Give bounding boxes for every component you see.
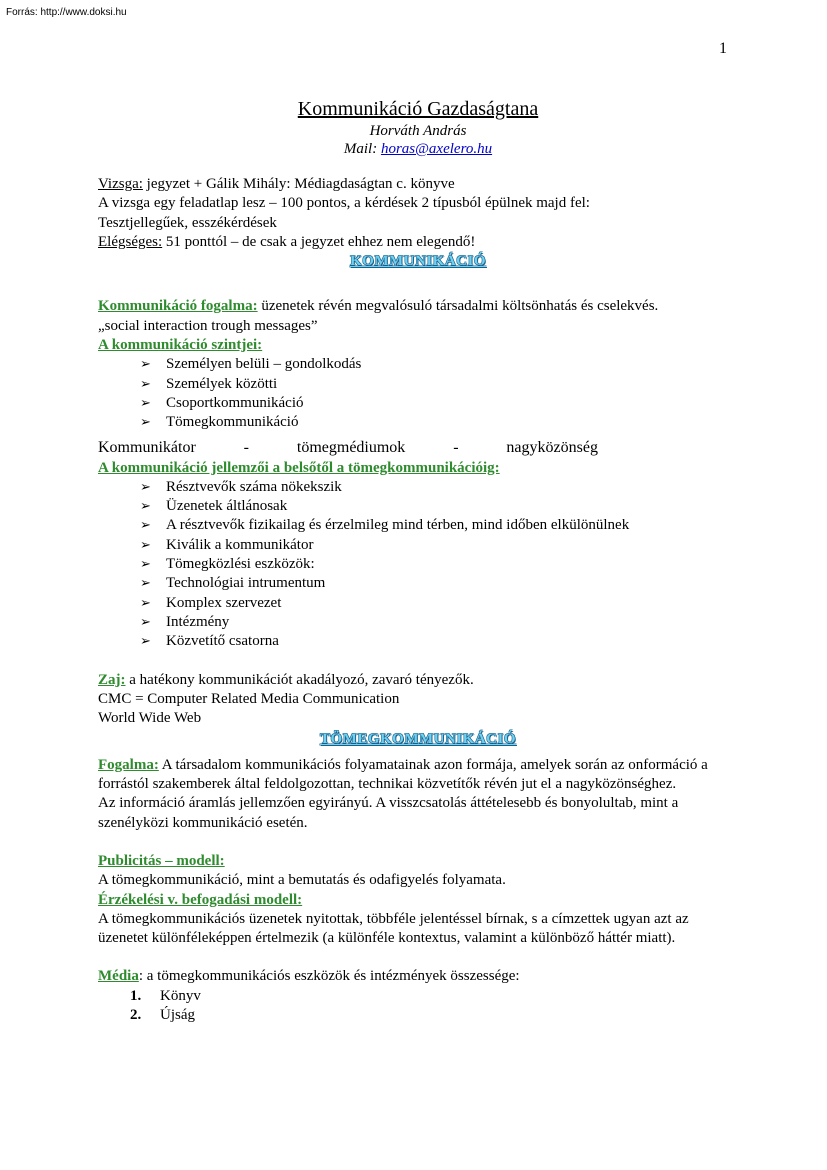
levels-list (98, 355, 738, 432)
pass-line (98, 233, 738, 252)
noise-label: Zaj: (98, 671, 126, 688)
section-heading-tomegkommunikacio: TÖMEGKOMMUNIKÁCIÓ (320, 731, 516, 748)
list-item (140, 375, 738, 394)
triad-dash: - (243, 438, 249, 456)
list-item (140, 478, 738, 497)
list-number: 1. (130, 987, 142, 1004)
concept-text: üzenetek révén megvalósuló társadalmi költsönhatás és cselekvés. (257, 298, 659, 315)
exam-text: jegyzet + Gálik Mihály: Médiagdaságtan c. könyve (142, 176, 455, 192)
list-item-text: Személyek közötti (166, 375, 278, 392)
author: Horváth András (369, 123, 467, 139)
list-item (130, 987, 738, 1006)
list-item-text: Újság (160, 1006, 195, 1023)
list-item-text: Személyen belüli – gondolkodás (166, 356, 362, 373)
exam-format-line: A vizsga egy feladatlap lesz – 100 pontos, a kérdések 2 típusból épülnek majd fel: (98, 195, 590, 212)
list-number: 2. (130, 1006, 142, 1023)
pass-label: Elégséges: (98, 233, 163, 250)
definition-label: Fogalma: (98, 756, 159, 773)
list-item (140, 536, 738, 555)
perception-heading (98, 891, 738, 910)
arrow-bullet-icon: ➢ (140, 537, 151, 553)
arrow-bullet-icon: ➢ (140, 557, 151, 573)
perception-label: Érzékelési v. befogadási modell: (98, 891, 303, 908)
definition-text: A társadalom kommunikációs folyamatainak azon formája, amelyek során az onformáció a forrástól szakemberek által feldolgozottan, technikai közvetítők révén jut el a nagyközönséghez. (98, 756, 708, 793)
arrow-bullet-icon: ➢ (140, 595, 151, 611)
arrow-bullet-icon: ➢ (140, 376, 151, 392)
list-item (140, 574, 738, 593)
list-item-text: A résztvevők fizikailag és érzelmileg mind térben, mind időben elkülönülnek (166, 517, 630, 534)
list-item (140, 632, 738, 651)
exam-types-line: Tesztjellegűek, esszékérdések (98, 214, 277, 231)
cmc-line: CMC = Computer Related Media Communication (98, 690, 400, 707)
list-item-text: Üzenetek áltlánosak (166, 498, 288, 515)
media-line (98, 967, 738, 986)
media-label: Média (98, 968, 139, 985)
arrow-bullet-icon: ➢ (140, 634, 151, 650)
list-item-text: Kiválik a kommunikátor (166, 536, 314, 553)
document-title: Kommunikáció Gazdaságtana (297, 98, 539, 120)
exam-line (98, 175, 738, 194)
pass-text: 51 ponttól – de csak a jegyzet ehhez nem elegendő! (162, 233, 476, 250)
list-item (140, 555, 738, 574)
list-item (130, 1006, 738, 1025)
concept-label: Kommunikáció fogalma: (98, 298, 258, 315)
arrow-bullet-icon: ➢ (140, 576, 151, 592)
noise-line (98, 671, 738, 690)
arrow-bullet-icon: ➢ (140, 357, 151, 373)
list-item-text: Résztvevők száma nökekszik (166, 478, 342, 495)
triad-communicator: Kommunikátor (98, 438, 196, 456)
mail-link[interactable]: horas@axelero.hu (380, 141, 493, 157)
list-item (140, 516, 738, 535)
list-item (140, 613, 738, 632)
mail-line (98, 140, 738, 158)
perception-text: A tömegkommunikációs üzenetek nyitottak, többféle jelentéssel bírnak, s a címzettek ugyan azt az üzenetet különféleképpen értelmezik (a különféle kontextus, valamint a különböző háttér miatt). (98, 910, 689, 947)
list-item (140, 497, 738, 516)
features-label: A kommunikáció jellemzői a belsőtől a tömegkommunikációig: (98, 459, 500, 476)
arrow-bullet-icon: ➢ (140, 479, 151, 495)
features-list (98, 478, 738, 652)
arrow-bullet-icon: ➢ (140, 614, 151, 630)
levels-label: A kommunikáció szintjei: (98, 337, 263, 354)
list-item (140, 413, 738, 432)
page-number: 1 (719, 40, 727, 57)
list-item-text: Tömegközlési eszközök: (166, 556, 315, 573)
document-body (98, 96, 738, 1025)
media-list (98, 987, 738, 1026)
www-line: World Wide Web (98, 710, 202, 727)
noise-text: a hatékony kommunikációt akadályozó, zavaró tényezők. (125, 671, 474, 688)
media-text: : a tömegkommunikációs eszközök és intézmények összessége: (138, 968, 520, 985)
publicity-heading (98, 852, 738, 871)
communication-triad (98, 437, 598, 459)
arrow-bullet-icon: ➢ (140, 499, 151, 515)
definition-paragraph (98, 756, 738, 795)
information-flow-paragraph: Az információ áramlás jellemzően egyirányú. A visszcsatolás áttételesebb és bonyolultab, mint a szenélyközi kommunikáció esetén. (98, 795, 679, 831)
list-item-text: Csoportkommunikáció (166, 394, 304, 411)
list-item-text: Technológiai intrumentum (166, 575, 326, 592)
list-item-text: Közvetítő csatorna (166, 633, 279, 650)
quote-line: „social interaction trough messages” (98, 317, 318, 334)
triad-audience: nagyközönség (506, 438, 598, 456)
list-item-text: Könyv (160, 987, 201, 1004)
levels-heading (98, 336, 738, 355)
triad-mass-media: tömegmédiumok (296, 438, 406, 456)
section-heading-kommunikacio: KOMMUNIKÁCIÓ (350, 253, 486, 270)
concept-line (98, 297, 738, 316)
list-item (140, 394, 738, 413)
list-item-text: Komplex szervezet (166, 594, 282, 611)
exam-label: Vizsga: (98, 176, 143, 192)
arrow-bullet-icon: ➢ (140, 415, 151, 431)
arrow-bullet-icon: ➢ (140, 395, 151, 411)
list-item-text: Intézmény (166, 613, 230, 630)
mail-label: Mail: (343, 141, 378, 157)
list-item (140, 355, 738, 374)
features-heading (98, 459, 738, 478)
triad-dash: - (453, 438, 459, 456)
list-item-text: Tömegkommunikáció (166, 414, 299, 431)
list-item (140, 594, 738, 613)
publicity-text: A tömegkommunikáció, mint a bemutatás és odafigyelés folyamata. (98, 872, 506, 889)
source-url: Forrás: http://www.doksi.hu (6, 7, 127, 18)
publicity-label: Publicitás – modell: (98, 852, 225, 869)
arrow-bullet-icon: ➢ (140, 518, 151, 534)
